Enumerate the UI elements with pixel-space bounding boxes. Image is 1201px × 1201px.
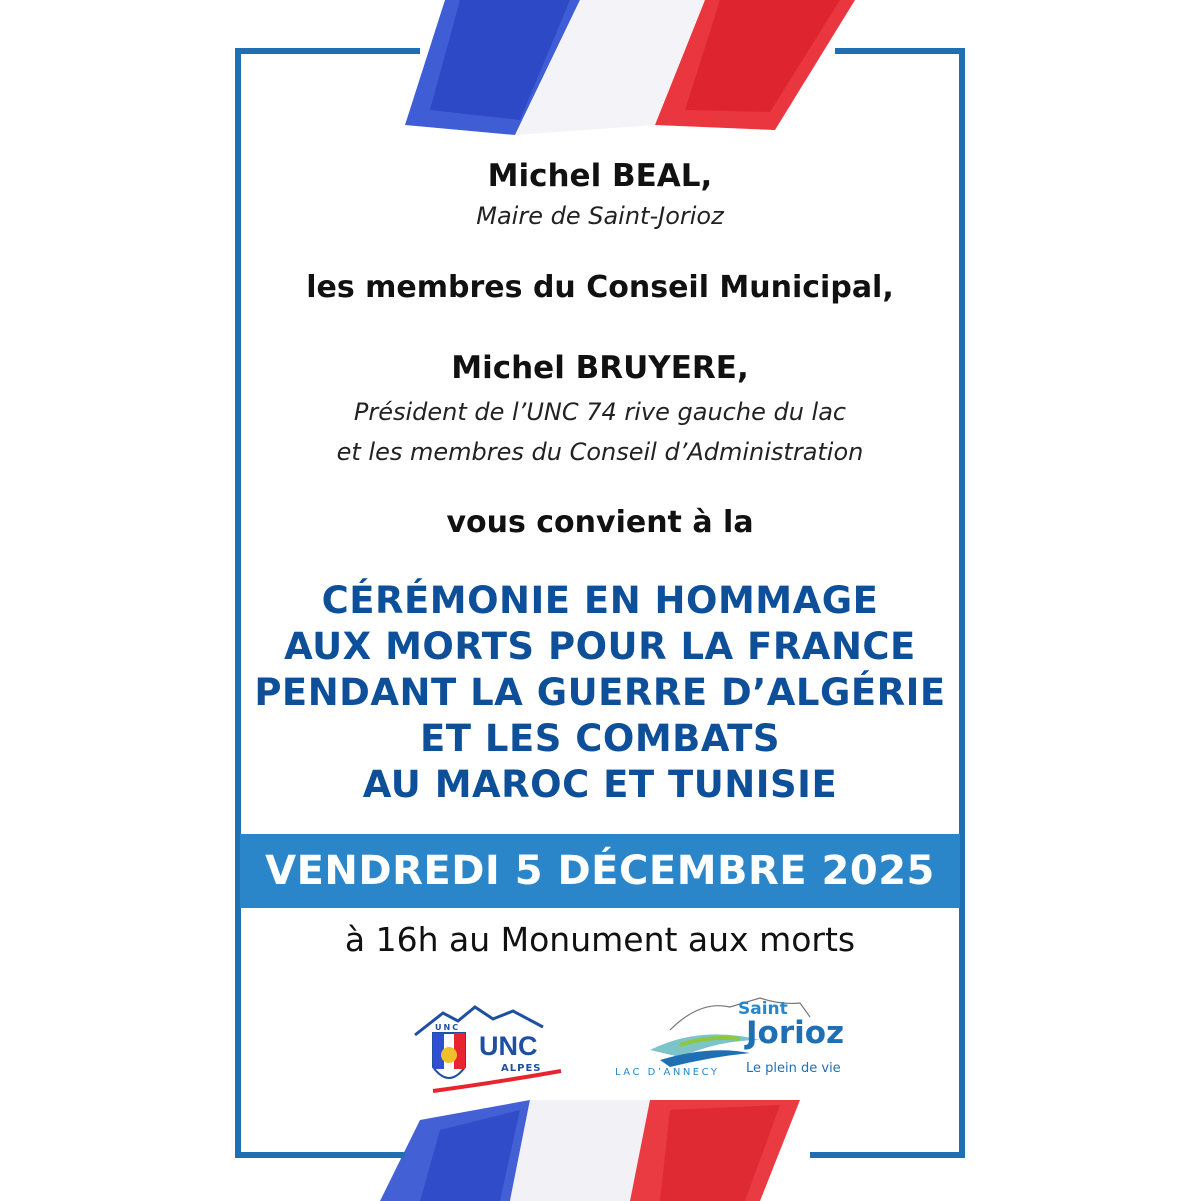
headline-line-3: PENDANT LA GUERRE D’ALGÉRIE <box>254 671 946 714</box>
flag-stripes-top <box>400 0 860 135</box>
tagline-text: Le plein de vie <box>746 1061 841 1076</box>
host1-name: Michel BEAL, <box>487 158 713 194</box>
event-time-place: à 16h au Monument aux morts <box>344 920 856 959</box>
headline-line-2: AUX MORTS POUR LA FRANCE <box>284 625 916 668</box>
host2-name: Michel BRUYERE, <box>451 350 749 386</box>
frame-bottom-right <box>810 1152 965 1158</box>
host2-role-line1: Président de l’UNC 74 rive gauche du lac <box>353 398 847 426</box>
event-date-band: VENDREDI 5 DÉCEMBRE 2025 <box>240 834 960 908</box>
unc-main-text: UNC <box>479 1031 538 1061</box>
ceremony-headline <box>240 578 960 808</box>
lac-annecy-text: LAC D’ANNECY <box>615 1067 720 1078</box>
saint-text: Saint <box>738 999 788 1019</box>
flag-stripes-bottom <box>380 1100 820 1201</box>
unc-sub-text: ALPES <box>501 1063 542 1074</box>
frame-top-right <box>835 48 965 54</box>
host2-role-line2: et les membres du Conseil d’Administration <box>336 438 864 466</box>
unc-letters: UNC <box>435 1023 461 1032</box>
jorioz-text: Jorioz <box>746 1015 845 1051</box>
invite-line: vous convient à la <box>446 505 754 540</box>
council-line: les membres du Conseil Municipal, <box>306 270 894 305</box>
headline-line-4: ET LES COMBATS <box>419 717 781 760</box>
saint-jorioz-logo <box>610 995 850 1090</box>
frame-bottom-left <box>235 1152 405 1158</box>
host1-role: Maire de Saint-Jorioz <box>476 202 724 230</box>
headline-line-1: CÉRÉMONIE EN HOMMAGE <box>321 579 879 622</box>
frame-top-left <box>235 48 420 54</box>
unc-alpes-logo <box>413 1005 563 1095</box>
headline-line-5: AU MAROC ET TUNISIE <box>362 763 838 806</box>
